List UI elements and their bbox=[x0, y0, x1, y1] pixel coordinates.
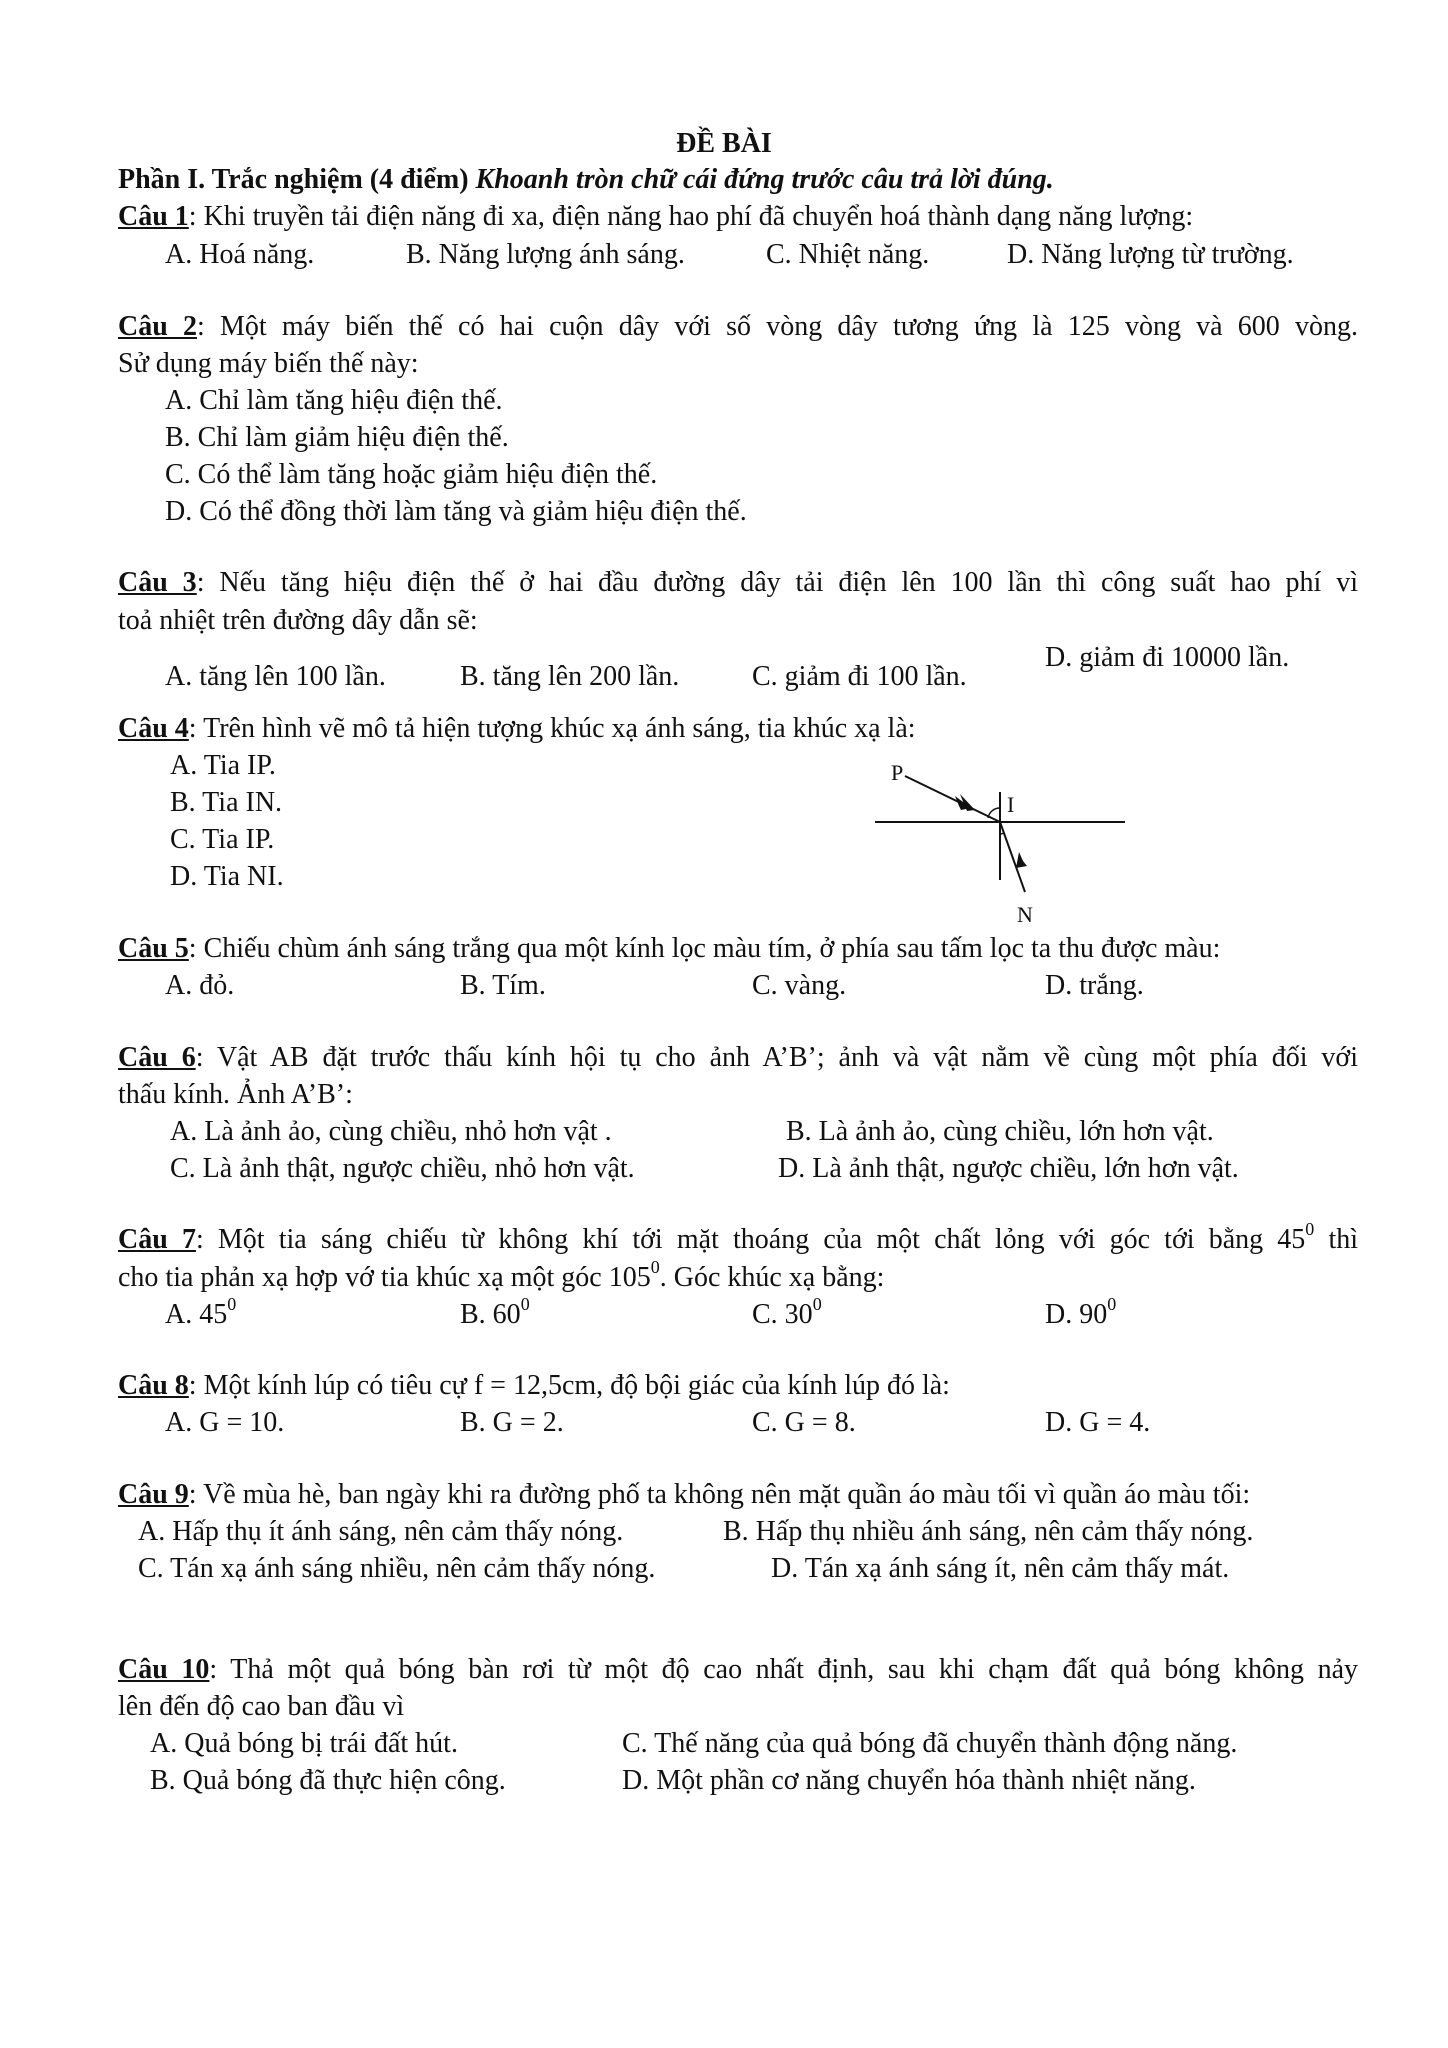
q9-stem bbox=[118, 1477, 1250, 1513]
q7-option-c-value: C. 30 bbox=[752, 1299, 813, 1330]
part1-heading: Phần I. Trắc nghiệm (4 điểm) bbox=[118, 164, 469, 195]
q10-option-a: A. Quả bóng bị trái đất hút. bbox=[150, 1728, 458, 1759]
q1-option-d: D. Năng lượng từ trường. bbox=[1007, 239, 1294, 270]
q1-option-a: A. Hoá năng. bbox=[165, 239, 315, 270]
q4-option-b: B. Tia IN. bbox=[170, 787, 283, 818]
q3-option-b: B. tăng lên 200 lần. bbox=[460, 661, 680, 692]
q2-label: Câu 2 bbox=[118, 311, 197, 342]
q3-label: Câu 3 bbox=[118, 567, 197, 598]
q7-option-d-value: D. 90 bbox=[1045, 1299, 1108, 1330]
q1-text: : Khi truyền tải điện năng đi xa, điện năng hao phí đã chuyển hoá thành dạng năng lượng: bbox=[188, 201, 1194, 232]
part1-header bbox=[118, 162, 1054, 198]
q1-stem bbox=[118, 199, 1193, 235]
q10-label: Câu 10 bbox=[118, 1654, 210, 1685]
q3-stem bbox=[118, 565, 1358, 601]
q9-option-c: C. Tán xạ ánh sáng nhiều, nên cảm thấy nóng. bbox=[138, 1553, 656, 1584]
q7-option-a-value: A. 45 bbox=[165, 1299, 228, 1330]
q7-stem bbox=[118, 1218, 1358, 1258]
q7-text-line2 bbox=[118, 1256, 885, 1296]
q8-option-c: C. G = 8. bbox=[752, 1407, 856, 1438]
q2-stem bbox=[118, 309, 1358, 345]
page-title: ĐỀ BÀI bbox=[676, 128, 772, 159]
q7-option-c bbox=[752, 1293, 822, 1333]
q6-option-c: C. Là ảnh thật, ngược chiều, nhỏ hơn vật. bbox=[170, 1153, 635, 1184]
q9-option-d: D. Tán xạ ánh sáng ít, nên cảm thấy mát. bbox=[771, 1553, 1230, 1584]
q2-option-c: C. Có thể làm tăng hoặc giảm hiệu điện thế. bbox=[165, 459, 658, 490]
q8-option-b: B. G = 2. bbox=[460, 1407, 564, 1438]
q7-option-b-sup: 0 bbox=[520, 1293, 530, 1314]
q4-text: : Trên hình vẽ mô tả hiện tượng khúc xạ ánh sáng, tia khúc xạ là: bbox=[188, 713, 916, 744]
q9-option-a: A. Hấp thụ ít ánh sáng, nên cảm thấy nóng. bbox=[138, 1516, 624, 1547]
q7-option-c-sup: 0 bbox=[812, 1293, 822, 1314]
q4-option-c: C. Tia IP. bbox=[170, 824, 275, 855]
q8-text: : Một kính lúp có tiêu cự f = 12,5cm, độ bội giác của kính lúp đó là: bbox=[188, 1370, 950, 1401]
label-i: I bbox=[1007, 792, 1015, 817]
q6-option-d: D. Là ảnh thật, ngược chiều, lớn hơn vật. bbox=[778, 1153, 1239, 1184]
q6-option-b: B. Là ảnh ảo, cùng chiều, lớn hơn vật. bbox=[786, 1116, 1214, 1147]
label-n: N bbox=[1017, 902, 1033, 927]
q3-text-line1: : Nếu tăng hiệu điện thế ở hai đầu đường dây tải điện lên 100 lần thì công suất hao phí vì bbox=[196, 567, 1359, 598]
label-p: P bbox=[891, 762, 904, 785]
q7-text-line2b: . Góc khúc xạ bằng: bbox=[659, 1262, 885, 1293]
q2-text-line2: Sử dụng máy biến thế này: bbox=[118, 348, 419, 379]
q7-text-line2a: cho tia phản xạ hợp vớ tia khúc xạ một góc 105 bbox=[118, 1262, 651, 1293]
q4-option-d: D. Tia NI. bbox=[170, 861, 284, 892]
q7-degree-sup2: 0 bbox=[650, 1256, 660, 1277]
q5-option-d: D. trắng. bbox=[1045, 970, 1144, 1001]
q6-option-a: A. Là ảnh ảo, cùng chiều, nhỏ hơn vật . bbox=[170, 1116, 612, 1147]
q1-label: Câu 1 bbox=[118, 201, 189, 232]
q8-stem bbox=[118, 1368, 950, 1404]
q8-option-a: A. G = 10. bbox=[165, 1407, 285, 1438]
q3-option-c: C. giảm đi 100 lần. bbox=[752, 661, 967, 692]
q5-stem bbox=[118, 931, 1220, 967]
q2-option-b: B. Chỉ làm giảm hiệu điện thế. bbox=[165, 422, 509, 453]
q5-text: : Chiếu chùm ánh sáng trắng qua một kính lọc màu tím, ở phía sau tấm lọc ta thu được màu: bbox=[188, 933, 1221, 964]
q10-option-c: C. Thế năng của quả bóng đã chuyển thành động năng. bbox=[622, 1728, 1238, 1759]
q10-option-d: D. Một phần cơ năng chuyển hóa thành nhiệt năng. bbox=[622, 1765, 1196, 1796]
q5-option-a: A. đỏ. bbox=[165, 970, 235, 1001]
q8-label: Câu 8 bbox=[118, 1370, 189, 1401]
q6-text-line2: thấu kính. Ảnh A’B’: bbox=[118, 1079, 353, 1110]
q5-option-c: C. vàng. bbox=[752, 970, 847, 1001]
q10-option-b: B. Quả bóng đã thực hiện công. bbox=[150, 1765, 506, 1796]
q7-option-a-sup: 0 bbox=[227, 1293, 237, 1314]
q7-option-d bbox=[1045, 1293, 1117, 1333]
q6-label: Câu 6 bbox=[118, 1042, 196, 1073]
q2-option-d: D. Có thể đồng thời làm tăng và giảm hiệu điện thế. bbox=[165, 496, 747, 527]
q9-label: Câu 9 bbox=[118, 1479, 189, 1510]
q7-option-a bbox=[165, 1293, 237, 1333]
q9-text: : Về mùa hè, ban ngày khi ra đường phố ta không nên mặt quần áo màu tối vì quần áo màu tối: bbox=[188, 1479, 1251, 1510]
q8-option-d: D. G = 4. bbox=[1045, 1407, 1151, 1438]
q7-degree-sup1: 0 bbox=[1305, 1218, 1315, 1239]
q7-label: Câu 7 bbox=[118, 1224, 196, 1255]
q7-option-b-value: B. 60 bbox=[460, 1299, 521, 1330]
q9-option-b: B. Hấp thụ nhiều ánh sáng, nên cảm thấy nóng. bbox=[723, 1516, 1254, 1547]
q5-label: Câu 5 bbox=[118, 933, 189, 964]
q4-option-a: A. Tia IP. bbox=[170, 750, 276, 781]
q2-option-a: A. Chỉ làm tăng hiệu điện thế. bbox=[165, 385, 503, 416]
q2-text-line1: : Một máy biến thế có hai cuộn dây với số vòng dây tương ứng là 125 vòng và 600 vòng. bbox=[197, 311, 1358, 342]
q3-option-a: A. tăng lên 100 lần. bbox=[165, 661, 386, 692]
q1-option-b: B. Năng lượng ánh sáng. bbox=[406, 239, 685, 270]
q5-option-b: B. Tím. bbox=[460, 970, 546, 1001]
q1-option-c: C. Nhiệt năng. bbox=[766, 239, 930, 270]
q6-stem bbox=[118, 1040, 1358, 1076]
q10-text-line1: : Thả một quả bóng bàn rơi từ một độ cao nhất định, sau khi chạm đất quả bóng không nảy bbox=[209, 1654, 1358, 1685]
q10-stem bbox=[118, 1652, 1358, 1688]
refracted-arrow-icon bbox=[1016, 852, 1027, 868]
incident-ray bbox=[905, 776, 1000, 822]
part1-instruction: Khoanh tròn chữ cái đứng trước câu trả lời đúng. bbox=[475, 164, 1054, 195]
q4-label: Câu 4 bbox=[118, 713, 189, 744]
q10-text-line2: lên đến độ cao ban đầu vì bbox=[118, 1691, 405, 1722]
q7-text-line1a: : Một tia sáng chiếu từ không khí tới mặt thoáng của một chất lỏng với góc tới bằng 45 bbox=[195, 1224, 1306, 1255]
refraction-diagram bbox=[875, 762, 1135, 932]
q7-option-b bbox=[460, 1293, 530, 1333]
q4-stem bbox=[118, 711, 916, 747]
q3-text-line2: toả nhiệt trên đường dây dẫn sẽ: bbox=[118, 605, 478, 636]
q7-text-line1b: thì bbox=[1314, 1224, 1358, 1255]
q7-option-d-sup: 0 bbox=[1107, 1293, 1117, 1314]
q6-text-line1: : Vật AB đặt trước thấu kính hội tụ cho ảnh A’B’; ảnh và vật nằm về cùng một phía đối với bbox=[195, 1042, 1359, 1073]
q3-option-d: D. giảm đi 10000 lần. bbox=[1045, 642, 1290, 673]
